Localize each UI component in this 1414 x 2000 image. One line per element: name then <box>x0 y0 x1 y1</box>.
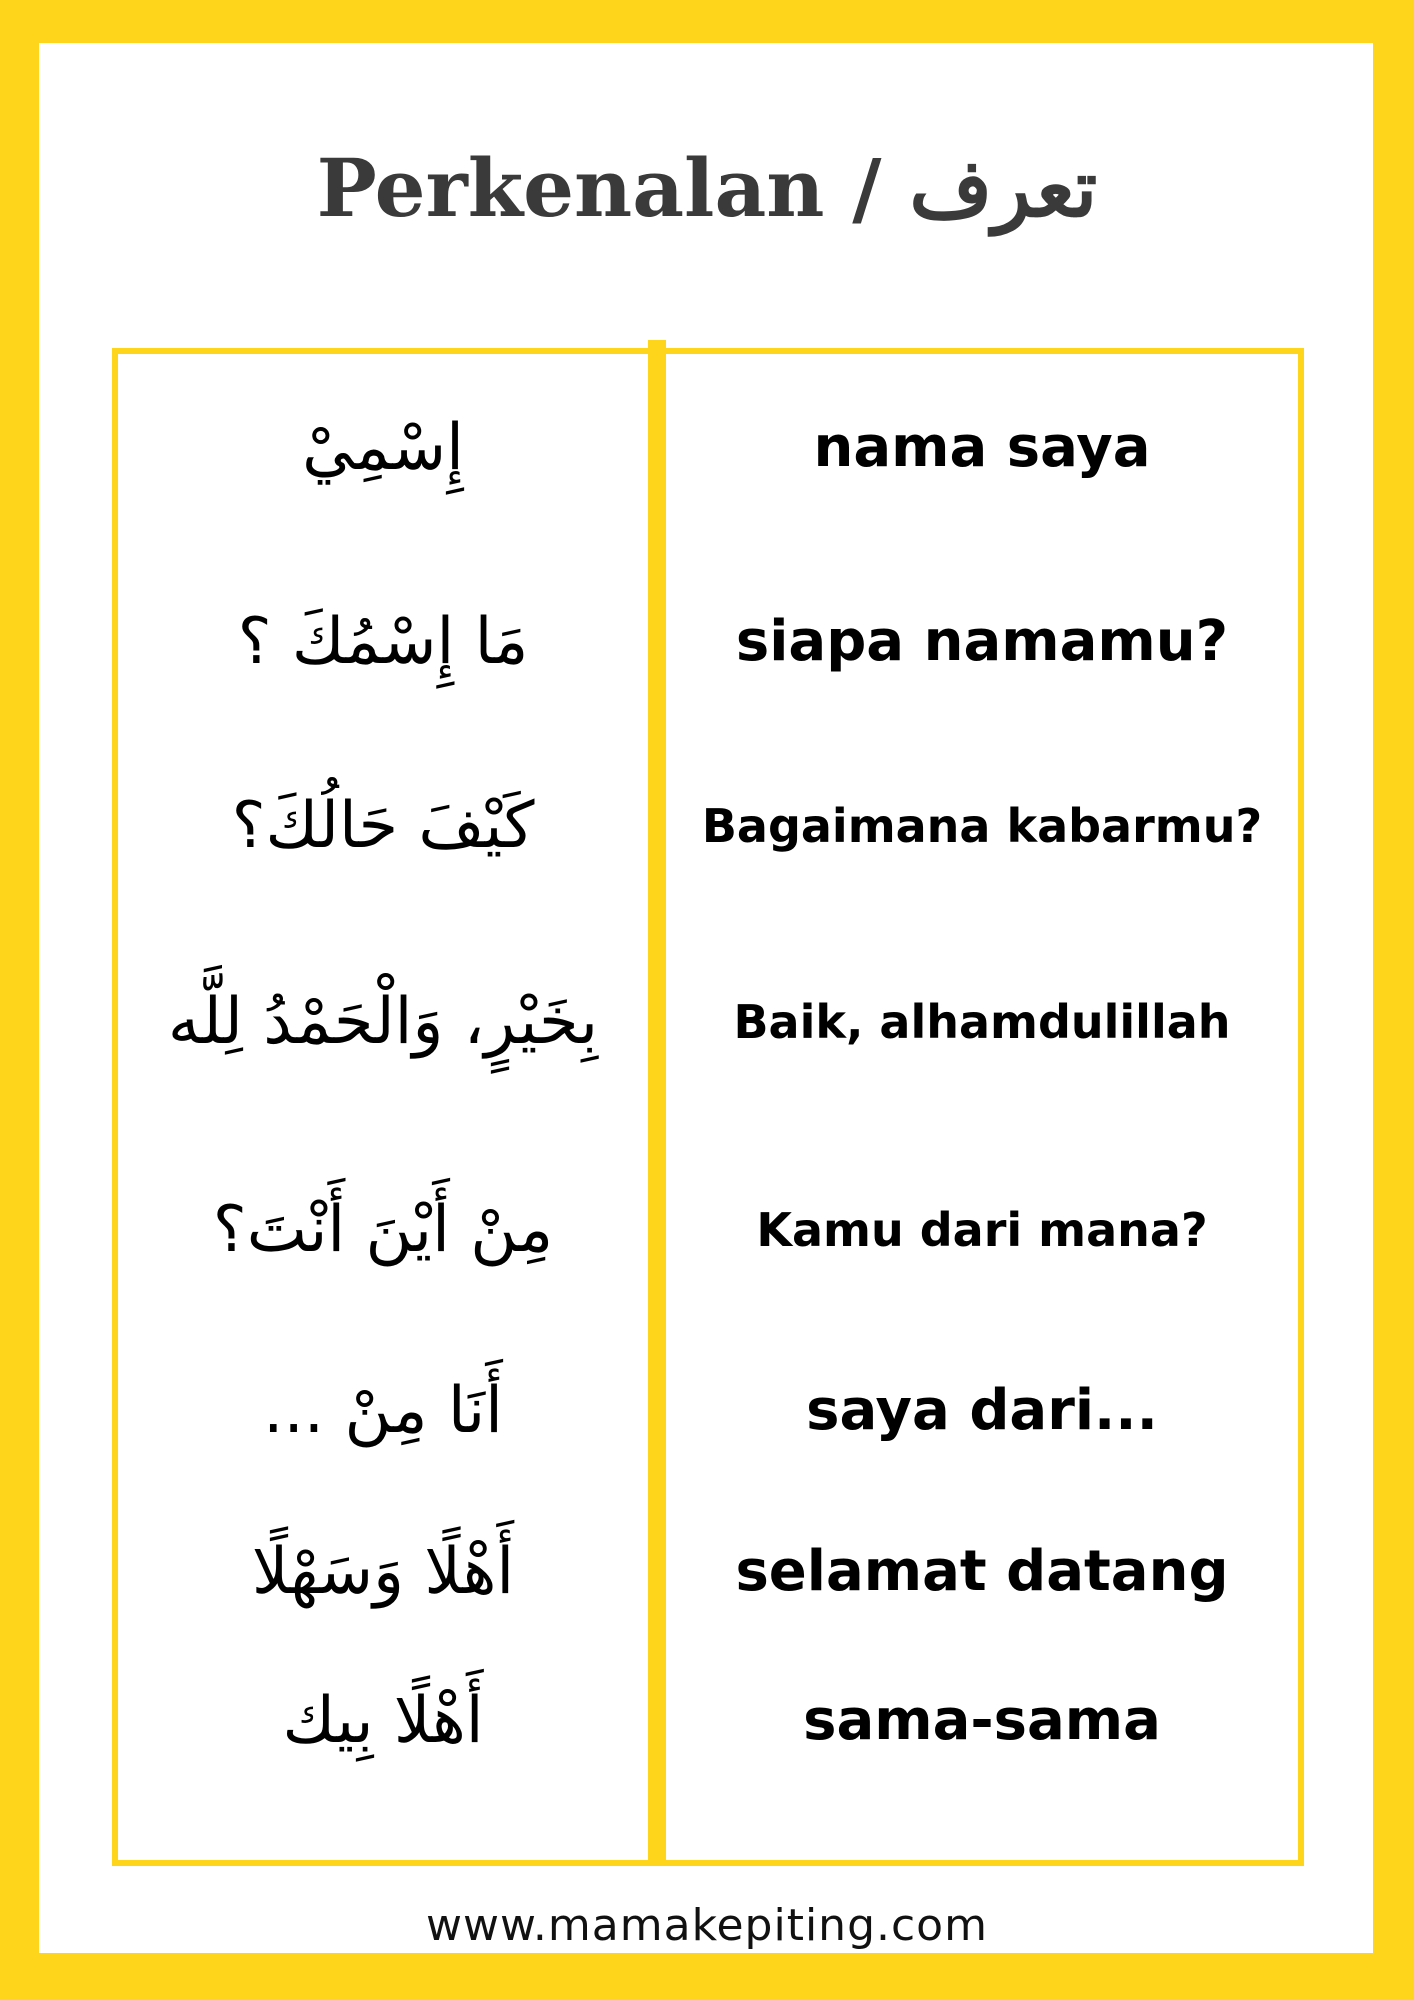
indonesian-translation: sama-sama <box>803 1688 1161 1753</box>
arabic-phrase: مَا إِسْمُكَ ؟ <box>237 605 529 679</box>
arabic-phrase: أَهْلًا بِيك <box>282 1684 484 1758</box>
arabic-phrase: أَنَا مِنْ ... <box>263 1374 503 1448</box>
indonesian-translation: Kamu dari mana? <box>756 1203 1208 1257</box>
indonesian-translation: Baik, alhamdulillah <box>733 995 1231 1049</box>
arabic-phrase: إِسْمِيْ <box>302 411 464 485</box>
website-url: www.mamakepiting.com <box>426 1900 988 1951</box>
page-title: Perkenalan / تعرف <box>316 141 1098 235</box>
indonesian-translation: selamat datang <box>735 1539 1229 1604</box>
column-divider <box>648 340 666 1866</box>
arabic-phrase: مِنْ أَيْنَ أَنْتَ؟ <box>212 1193 554 1267</box>
arabic-phrase: أَهْلًا وَسَهْلًا <box>251 1535 515 1609</box>
arabic-phrase: كَيْفَ حَالُكَ؟ <box>231 789 535 863</box>
indonesian-translation: nama saya <box>813 415 1151 480</box>
indonesian-translation: Bagaimana kabarmu? <box>701 799 1263 853</box>
indonesian-translation: siapa namamu? <box>735 609 1229 674</box>
indonesian-translation: saya dari... <box>806 1378 1158 1443</box>
arabic-phrase: بِخَيْرٍ، وَالْحَمْدُ لِلَّه <box>167 985 599 1059</box>
vocabulary-table <box>112 348 1304 1866</box>
